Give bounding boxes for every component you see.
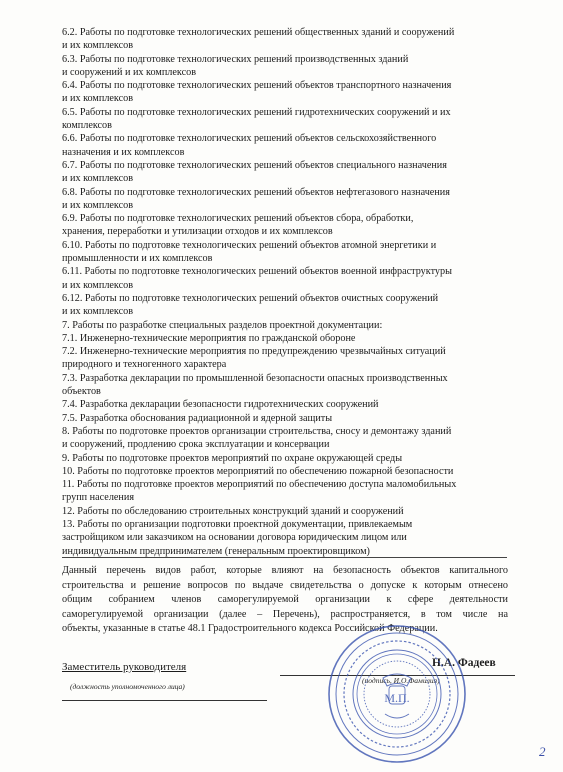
- bottom-divider: [62, 700, 267, 701]
- list-line: 6.11. Работы по подготовке технологических решений объектов военной инфраструктуры: [62, 266, 452, 278]
- list-line: 6.3. Работы по подготовке технологических решений производственных зданий: [62, 53, 409, 65]
- list-line: 6.7. Работы по подготовке технологических решений объектов специального назначения: [62, 159, 447, 171]
- list-line: 11. Работы по подготовке проектов мероприятий по обеспечению доступа маломобильных: [62, 479, 457, 491]
- list-line: и их комплексов: [62, 199, 134, 211]
- paragraph-line: объекты, указанные в статье 48.1 Градостроительного кодекса Российской Федерации.: [62, 623, 438, 635]
- list-line: 6.9. Работы по подготовке технологических решений объектов сбора, обработки,: [62, 213, 414, 225]
- list-line: и их комплексов: [62, 173, 134, 185]
- paragraph-line: Данный перечень видов работ, которые влияют на безопасность объектов капитального: [62, 565, 508, 576]
- signatory-name-hint: (подпись, И.О.Фамилия): [362, 676, 440, 685]
- list-line: комплексов: [62, 120, 112, 132]
- list-line: объектов: [62, 386, 101, 398]
- list-line: 10. Работы по подготовке проектов мероприятий по обеспечению пожарной безопасности: [62, 465, 454, 477]
- list-line: 6.6. Работы по подготовке технологических решений объектов сельскохозяйственного: [62, 133, 437, 145]
- official-seal-stamp: [325, 622, 470, 767]
- list-line: и их комплексов: [62, 40, 134, 52]
- list-line: индивидуальным предпринимателем (генеральным проектировщиком): [62, 545, 370, 557]
- seal-label: М.П.: [384, 691, 410, 705]
- work-types-list: [62, 26, 512, 558]
- list-line: 6.5. Работы по подготовке технологических решений гидротехнических сооружений и их: [62, 106, 451, 118]
- signatory-position: Заместитель руководителя: [62, 661, 187, 673]
- page-number: 2: [539, 744, 546, 759]
- list-line: промышленности и их комплексов: [62, 253, 213, 265]
- list-line: 7.3. Разработка декларации по промышленной безопасности опасных производственных: [62, 372, 448, 384]
- list-line: 7.5. Разработка обоснования радиационной и ядерной защиты: [62, 412, 333, 424]
- signatory-name: Н.А. Фадеев: [432, 657, 496, 669]
- list-line: природного и техногенного характера: [62, 359, 227, 371]
- list-line: 6.2. Работы по подготовке технологических решений общественных зданий и сооружений: [62, 27, 455, 38]
- list-line: и сооружений и их комплексов: [62, 66, 197, 78]
- list-line: хранения, переработки и утилизации отходов и их комплексов: [62, 226, 333, 238]
- signatory-position-hint: (должность уполномоченного лица): [70, 682, 185, 691]
- list-line: 6.4. Работы по подготовке технологических решений объектов транспортного назначения: [62, 80, 452, 92]
- list-line: групп населения: [62, 492, 135, 504]
- list-line: 13. Работы по организации подготовки проектной документации, привлекаемым: [62, 518, 413, 530]
- list-line: 7. Работы по разработке специальных разделов проектной документации:: [62, 319, 383, 331]
- list-line: 7.1. Инженерно-технические мероприятия по гражданской обороне: [62, 332, 356, 344]
- list-line: и их комплексов: [62, 306, 134, 318]
- list-line: 6.8. Работы по подготовке технологических решений объектов нефтегазового назначения: [62, 186, 450, 198]
- list-line: 6.10. Работы по подготовке технологических решений объектов атомной энергетики и: [62, 239, 437, 251]
- list-line: застройщиком или заказчиком на основании договора юридическим лицом или: [62, 532, 407, 544]
- section-divider: [62, 557, 507, 558]
- list-line: 7.2. Инженерно-технические мероприятия по предупреждению чрезвычайных ситуаций: [62, 346, 446, 358]
- list-line: и сооружений, продлению срока эксплуатации и консервации: [62, 439, 330, 451]
- list-line: и их комплексов: [62, 93, 134, 105]
- paragraph-line: саморегулируемой организации (далее – Перечень), распространяется, в том числе на: [62, 608, 508, 620]
- list-line: назначения и их комплексов: [62, 146, 185, 158]
- list-line: 8. Работы по подготовке проектов организации строительства, сносу и демонтажу зданий: [62, 425, 452, 437]
- list-line: 7.4. Разработка декларации безопасности гидротехнических сооружений: [62, 399, 379, 411]
- paragraph-line: общим собранием членов саморегулируемой организации к сфере деятельности: [62, 594, 508, 606]
- list-line: 9. Работы по подготовке проектов мероприятий по охране окружающей среды: [62, 452, 403, 464]
- paragraph-line: строительства и решение вопросов по выдаче свидетельства о допуске к которым отнесено: [62, 579, 508, 591]
- list-line: 12. Работы по обследованию строительных конструкций зданий и сооружений: [62, 505, 404, 517]
- list-line: и их комплексов: [62, 279, 134, 291]
- list-line: 6.12. Работы по подготовке технологических решений объектов очистных сооружений: [62, 292, 439, 304]
